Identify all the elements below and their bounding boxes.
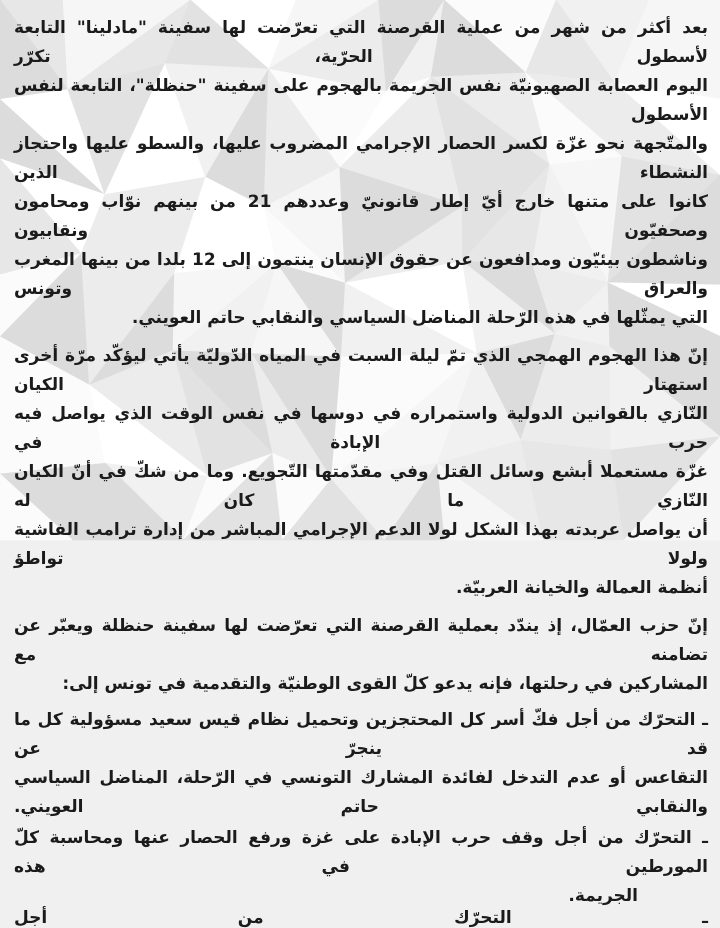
text-line: ـ التحرّك من أجل فكّ أسر كل المحتجزين وتحميل نظام قيس سعيد مسؤولية كل ما قد ينجرّ عن bbox=[14, 710, 708, 759]
text-line: غزّة مستعملا أبشع وسائل القتل وفي مقدّمتها التّجويع. وما من شكّ في أنّ الكيان النّازي ما كان له bbox=[14, 462, 708, 511]
text-line: التي يمثّلها في هذه الرّحلة المناضل السياسي والنقابي حاتم العويني. bbox=[131, 308, 708, 328]
text-line: والمتّجهة نحو غزّة لكسر الحصار الإجرامي المضروب عليها، والسطو عليها واحتجاز النشطاء الذين bbox=[14, 134, 708, 183]
paragraph-call bbox=[14, 612, 708, 699]
truncated-bottom-line: ـ التحرّك من أجل bbox=[14, 908, 708, 928]
bullet-1 bbox=[14, 706, 708, 822]
paragraph-intro bbox=[14, 14, 708, 333]
text-line: ـ التحرّك من أجل وقف حرب الإبادة على غزة ورفع الحصار عنها ومحاسبة كلّ المورطين في هذه bbox=[14, 828, 708, 877]
paragraph-condemnation bbox=[14, 342, 708, 603]
text-line: وناشطون بيئيّون ومدافعون عن حقوق الإنسان ينتمون إلى 12 بلدا من بينها المغرب والعراق وتونس bbox=[14, 250, 708, 299]
text-line: الجريمة. bbox=[568, 886, 638, 906]
text-line: كانوا على متنها خارج أيّ إطار قانونيّ وعددهم 21 من بينهم نوّاب ومحامون وصحفيّون ونقابيون bbox=[14, 192, 708, 241]
text-line: النّازي بالقوانين الدولية واستمراره في دوسها في نفس الوقت الذي يواصل فيه حرب الإبادة في bbox=[14, 404, 708, 453]
text-line: أن يواصل عربدته بهذا الشكل لولا الدعم الإجرامي المباشر من إدارة ترامب الفاشية ولولا تواطؤ bbox=[14, 520, 708, 569]
text-line: المشاركين في رحلتها، فإنه يدعو كلّ القوى الوطنيّة والتقدمية في تونس إلى: bbox=[62, 674, 708, 694]
text-line: إنّ حزب العمّال، إذ يندّد بعملية القرصنة التي تعرّضت لها سفينة حنظلة ويعبّر عن تضامنه مع bbox=[14, 616, 708, 665]
text-line: اليوم العصابة الصهيونيّة نفس الجريمة بالهجوم على سفينة "حنظلة"، التابعة لنفس الأسطول bbox=[14, 76, 708, 125]
bullet-2 bbox=[14, 824, 708, 911]
text-line: التقاعس أو عدم التدخل لفائدة المشارك التونسي في الرّحلة، المناضل السياسي والنقابي حاتم العويني. bbox=[14, 768, 708, 817]
text-line: إنّ هذا الهجوم الهمجي الذي تمّ ليلة السبت في المياه الدّوليّة يأتي ليؤكّد مرّة أخرى استهتار الكيان bbox=[14, 346, 708, 395]
text-line: بعد أكثر من شهر من عملية القرصنة التي تعرّضت لها سفينة "مادلينا" التابعة لأسطول الحرّية، تكرّر bbox=[14, 18, 708, 67]
text-line: أنظمة العمالة والخيانة العربيّة. bbox=[455, 578, 708, 598]
